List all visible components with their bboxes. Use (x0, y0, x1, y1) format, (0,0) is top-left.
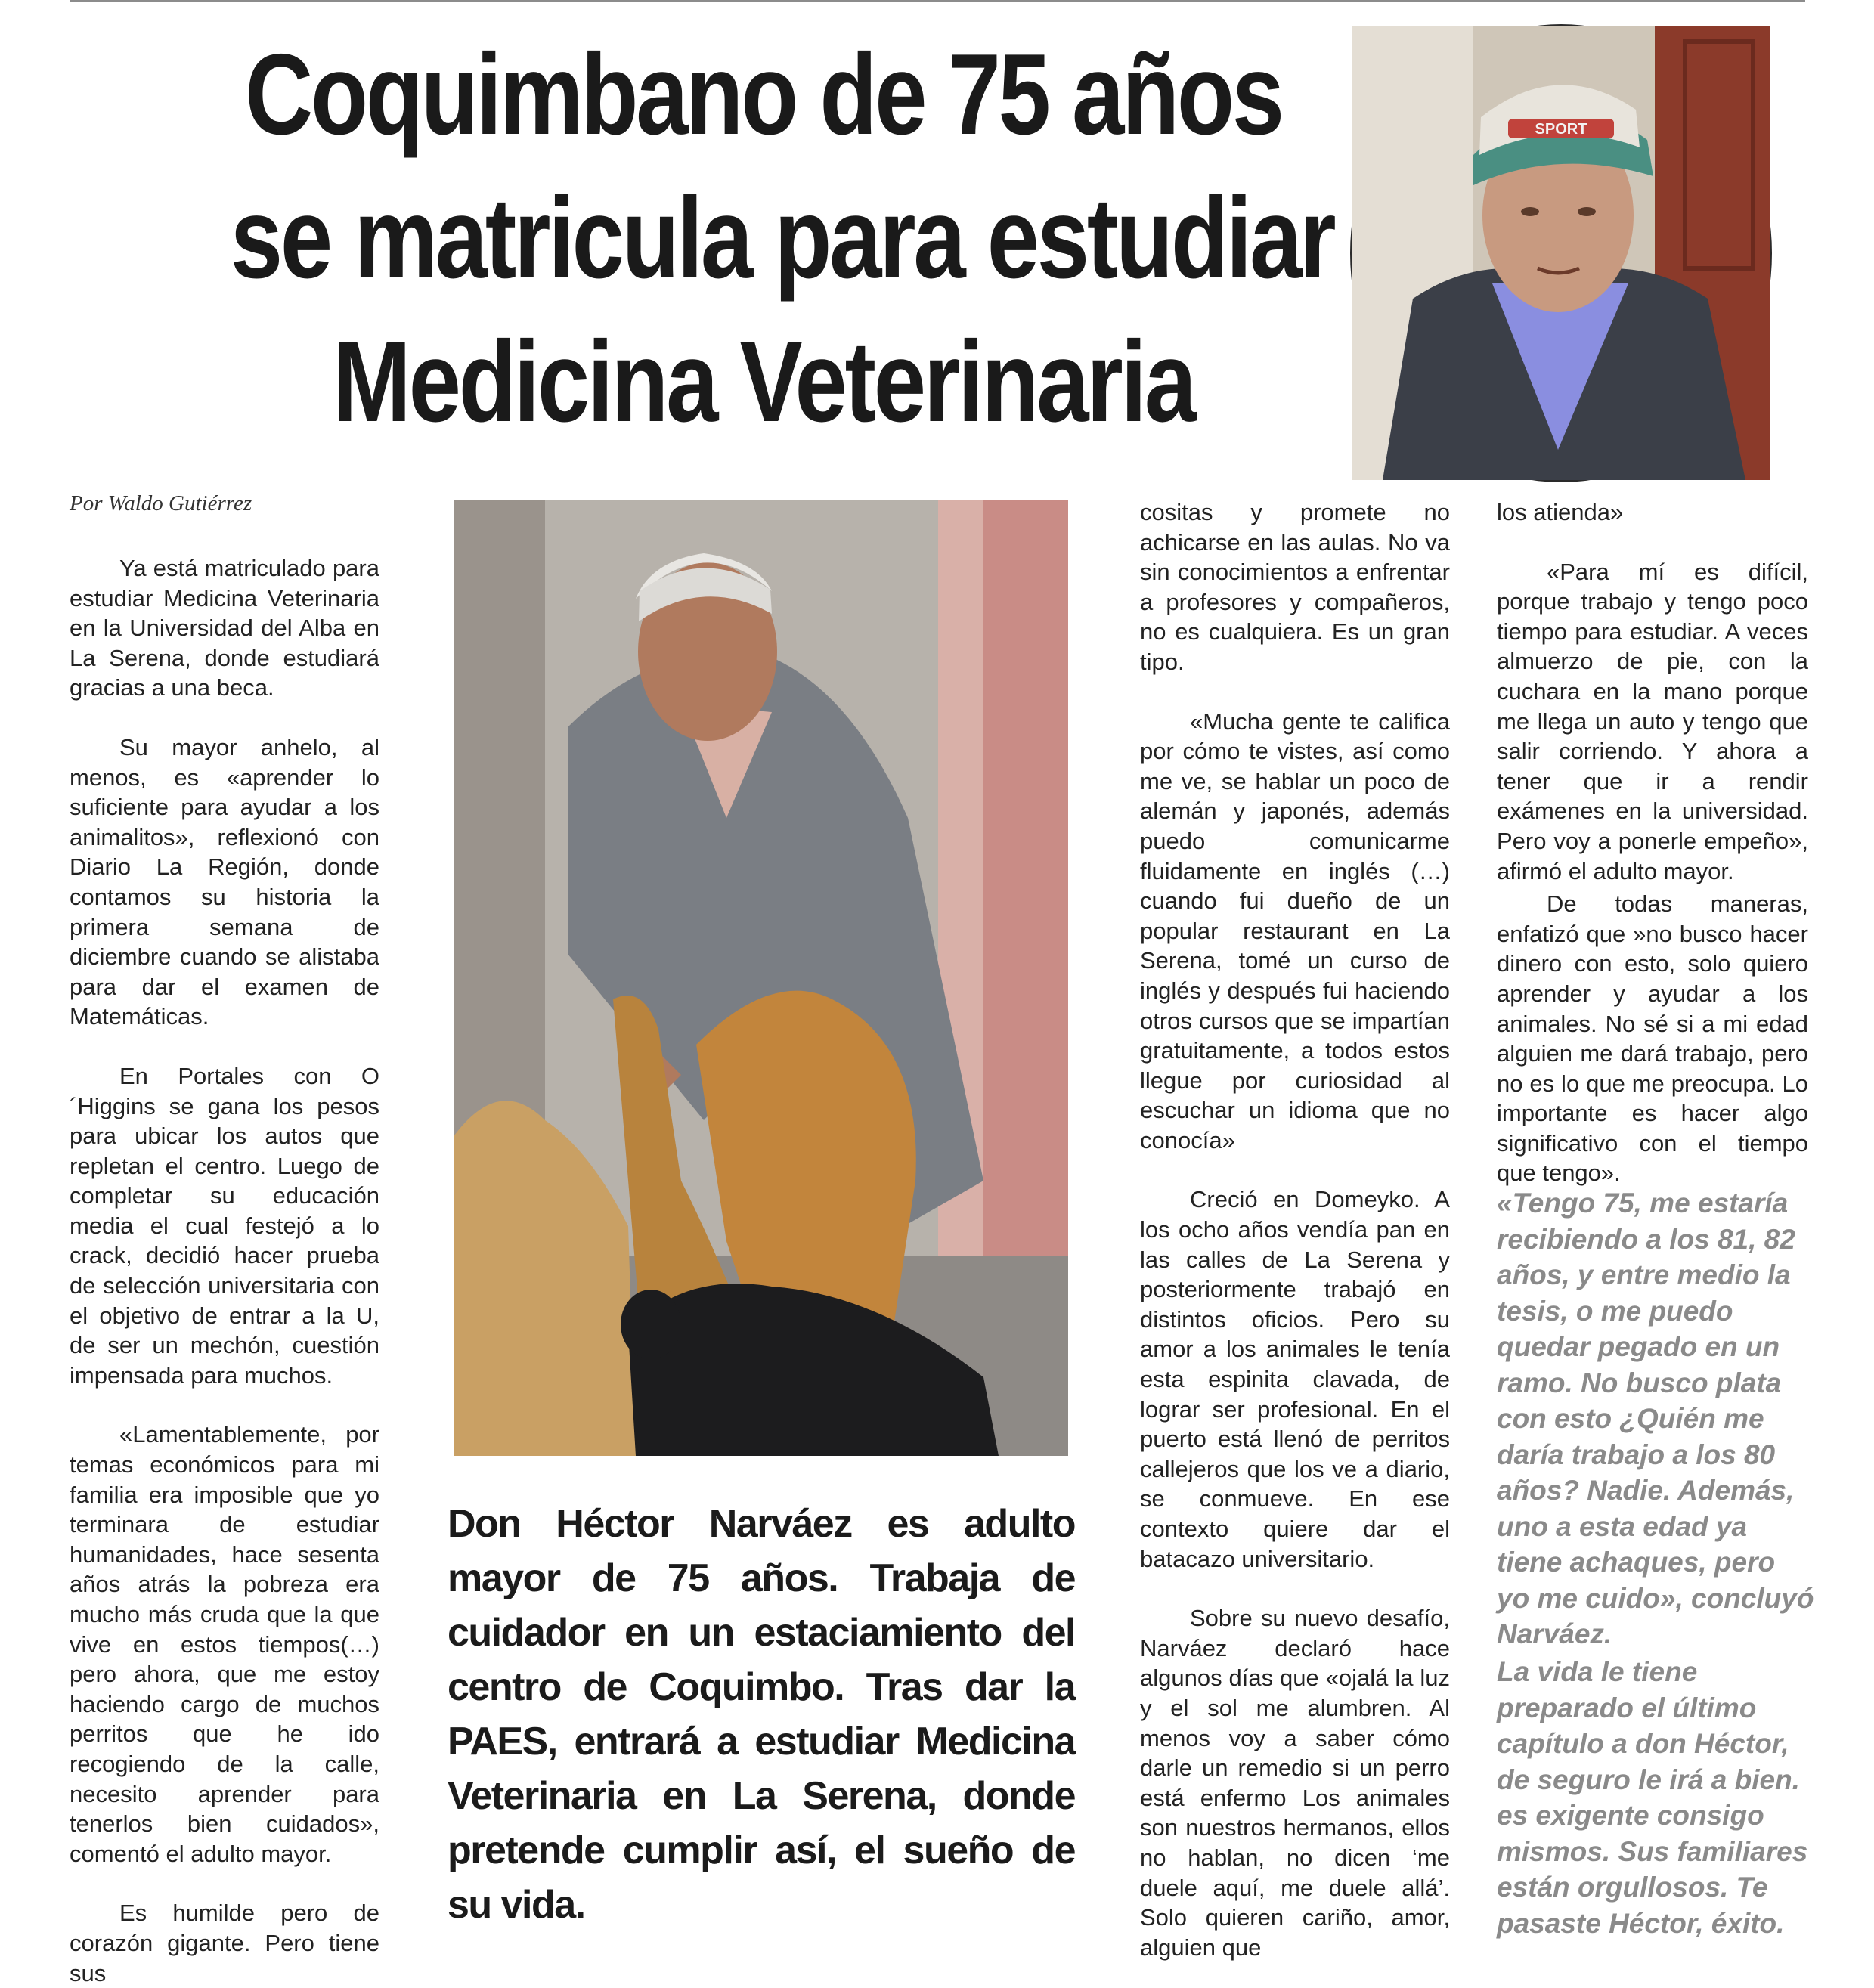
paragraph: Es humilde pero de corazón gigante. Pero tiene sus (70, 1900, 379, 1986)
paragraph: Su mayor anhelo, al menos, es «aprender lo suficiente para ayudar a los animalitos», reflexionó con Diario La Región, donde contamos su historia la primera semana de diciembre cuando se alistaba para dar el examen de Matemáticas. (70, 733, 379, 1030)
main-photo (454, 500, 1068, 1456)
paragraph: «Mucha gente te califica por cómo te vistes, así como me ve, se hablar un poco de alemán y japonés, además puedo comunicarme fluidamente en inglés (…) cuando fui dueño de un popular restaurant en La Serena, tomé un curso de inglés y después fui haciendo otros cursos que se impartían gratuitamente, a todos estos llegue por curiosidad al escuchar un idioma que no conocía» (1140, 708, 1450, 1153)
closing-highlight: La vida le tiene preparado el último capítulo a don Héctor, de seguro le irá a bien. es exigente consigo mismos. Sus familiares están orgullosos. Te pasaste Héctor, éxito. (1497, 1656, 1808, 1939)
top-rule (70, 0, 1805, 2)
paragraph: Sobre su nuevo desafío, Narváez declaró hace algunos días que «ojalá la luz y el sol me alumbren. Al menos voy a saber cómo darle un remedio si un perro está enfermo Los animales son nuestros hermanos, ellos no hablan, no dicen ‘me duele aquí, me duele allá’. Solo quieren cariño, amor, alguien que (1140, 1605, 1450, 1961)
paragraph: los atienda» (1497, 499, 1624, 525)
main-photo-illustration (454, 500, 1068, 1456)
paragraph: Ya está matriculado para estudiar Medicina Veterinaria en la Universidad del Alba en La Serena, donde estudiará gracias a una beca. (70, 555, 379, 701)
photo-caption: Don Héctor Narváez es adulto mayor de 75 años. Trabaja de cuidador en un estaciamiento del centro de Coquimbo. Tras dar la PAES, entrará a estudiar Medicina Veterinaria en La Serena, donde pretende cumplir así, el sueño de su vida. (448, 1502, 1075, 1927)
headline-line-3: Medicina Veterinaria (333, 317, 1194, 446)
headline-line-1: Coquimbano de 75 años (245, 30, 1282, 159)
paragraph: cositas y promete no achicarse en las aulas. No va sin conocimientos a enfrentar a profesores y compañeros, no es cualquiera. Es un gran tipo. (1140, 499, 1450, 675)
cap-logo-text: SPORT (1535, 121, 1587, 138)
paragraph: Creció en Domeyko. A los ocho años vendía pan en las calles de La Serena y posteriormente trabajó en distintos oficios. Pero su amor a los animales le tenía esta espinita clavada, de lograr ser profesional. En el puerto está llenó de perritos callejeros que los ve a diario, se conmueve. En ese contexto quiere dar el batacazo universitario. (1140, 1186, 1450, 1572)
byline: Por Waldo Gutiérrez (70, 491, 252, 516)
pull-quote: «Tengo 75, me estaría recibiendo a los 81, 82 años, y entre medio la tesis, o me puedo quedar pegado en un ramo. No busco plata con esto ¿Quién me daría trabajo a los 80 años? Nadie. Además, uno a esta edad ya tiene achaques, pero yo me cuido», concluyó Narváez. (1497, 1188, 1814, 1649)
paragraph: En Portales con O´Higgins se gana los pesos para ubicar los autos que repletan el centro. Luego de completar su educación media el cual festejó a lo crack, decidió hacer prueba de selección universitaria con el objetivo de entrar a la U, de ser un mechón, cuestión impensada para muchos. (70, 1062, 379, 1389)
headline-line-2: se matricula para estudiar (230, 174, 1334, 302)
paragraph: «Para mí es difícil, porque trabajo y tengo poco tiempo para estudiar. A veces almuerzo de pie, con la cuchara en la mano porque me llega un auto y tengo que salir corriendo. Y ahora a tener que ir a rendir exámenes en la universidad. Pero voy a ponerle empeño», afirmó el adulto mayor. (1497, 558, 1808, 884)
portrait-illustration (1352, 26, 1770, 480)
column-3 (1140, 497, 1450, 1961)
paragraph: De todas maneras, enfatizó que »no busco hacer dinero con esto, solo quiero aprender y ayudar a los animales. No sé si a mi edad alguien me dará trabajo, pero no es lo que me preocupa. Lo importante es hacer algo significativo con el tiempo que tengo». (1497, 890, 1808, 1187)
column-1 (70, 553, 379, 1986)
column-4 (1497, 497, 1808, 1187)
paragraph: «Lamentablemente, por temas económicos para mi familia era imposible que yo terminara de estudiar humanidades, hace sesenta años atrás la pobreza era mucho más cruda que la que vive en estos tiempos(…) pero ahora, que me estoy haciendo cargo de muchos perritos que he ido recogiendo de la calle, necesito aprender para tenerlos bien cuidados», comentó el adulto mayor. (70, 1421, 379, 1867)
portrait-photo (1350, 24, 1772, 482)
headline (230, 23, 1334, 454)
